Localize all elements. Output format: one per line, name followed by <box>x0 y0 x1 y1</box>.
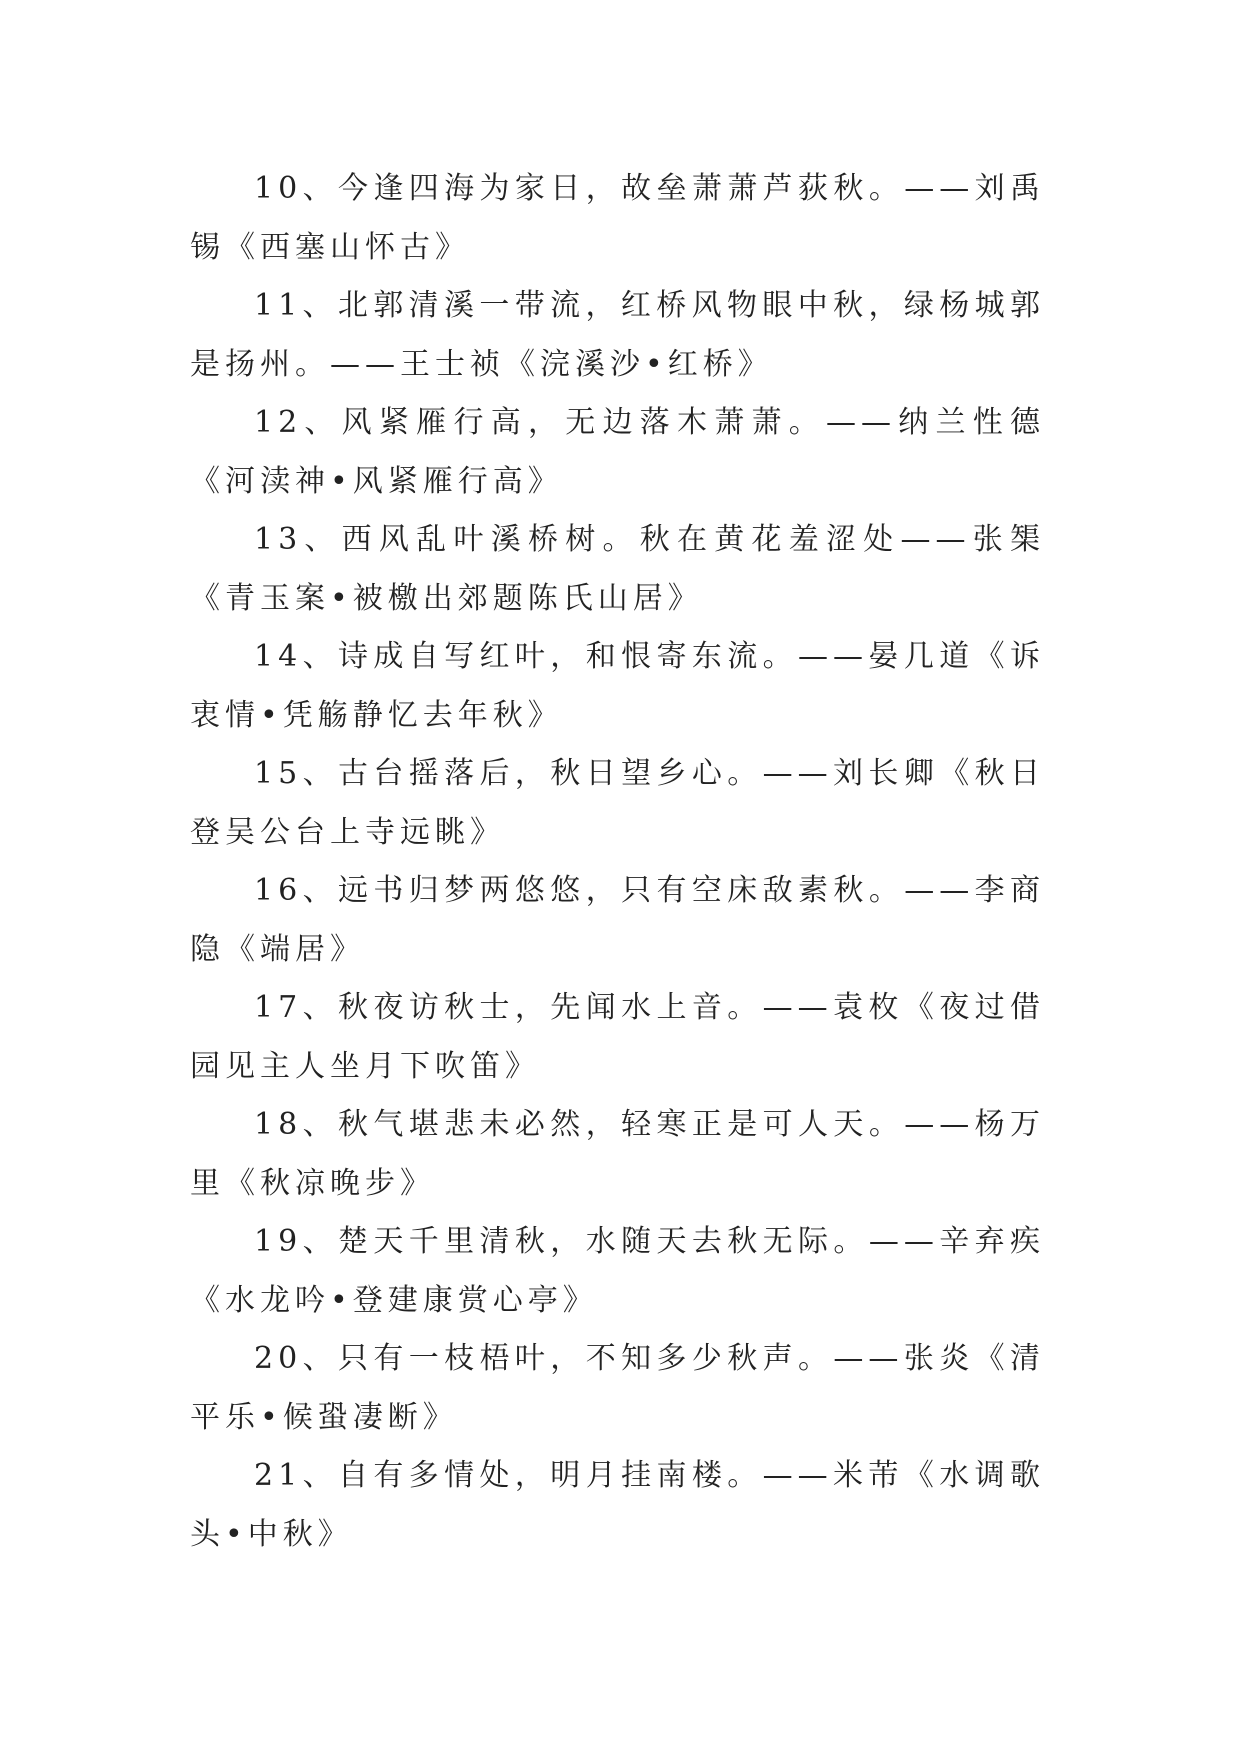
poem-entry-17: 17、秋夜访秋士，先闻水上音。——袁枚《夜过借园见主人坐月下吹笛》 <box>190 990 1045 1084</box>
poem-entry-16: 16、远书归梦两悠悠，只有空床敌素秋。——李商隐《端居》 <box>190 873 1045 967</box>
poem-entry-19: 19、楚天千里清秋，水随天去秋无际。——辛弃疾《水龙吟•登建康赏心亭》 <box>190 1224 1045 1318</box>
poem-entry-11: 11、北郭清溪一带流，红桥风物眼中秋，绿杨城郭是扬州。——王士祯《浣溪沙•红桥》 <box>190 288 1045 382</box>
poem-entry-12: 12、风紧雁行高，无边落木萧萧。——纳兰性德《河渎神•风紧雁行高》 <box>190 405 1045 499</box>
poem-entry-18: 18、秋气堪悲未必然，轻寒正是可人天。——杨万里《秋凉晚步》 <box>190 1107 1045 1201</box>
poem-list <box>190 160 1045 1564</box>
poem-entry-13: 13、西风乱叶溪桥树。秋在黄花羞涩处——张榘《青玉案•被檄出郊题陈氏山居》 <box>190 522 1045 616</box>
poem-entry-21: 21、自有多情处，明月挂南楼。——米芾《水调歌头•中秋》 <box>190 1458 1045 1552</box>
poem-entry-10: 10、今逢四海为家日，故垒萧萧芦荻秋。——刘禹锡《西塞山怀古》 <box>190 171 1045 265</box>
poem-entry-15: 15、古台摇落后，秋日望乡心。——刘长卿《秋日登吴公台上寺远眺》 <box>190 756 1045 850</box>
poem-entry-14: 14、诗成自写红叶，和恨寄东流。——晏几道《诉衷情•凭觞静忆去年秋》 <box>190 639 1045 733</box>
poem-entry-20: 20、只有一枝梧叶，不知多少秋声。——张炎《清平乐•候蛩凄断》 <box>190 1341 1045 1435</box>
